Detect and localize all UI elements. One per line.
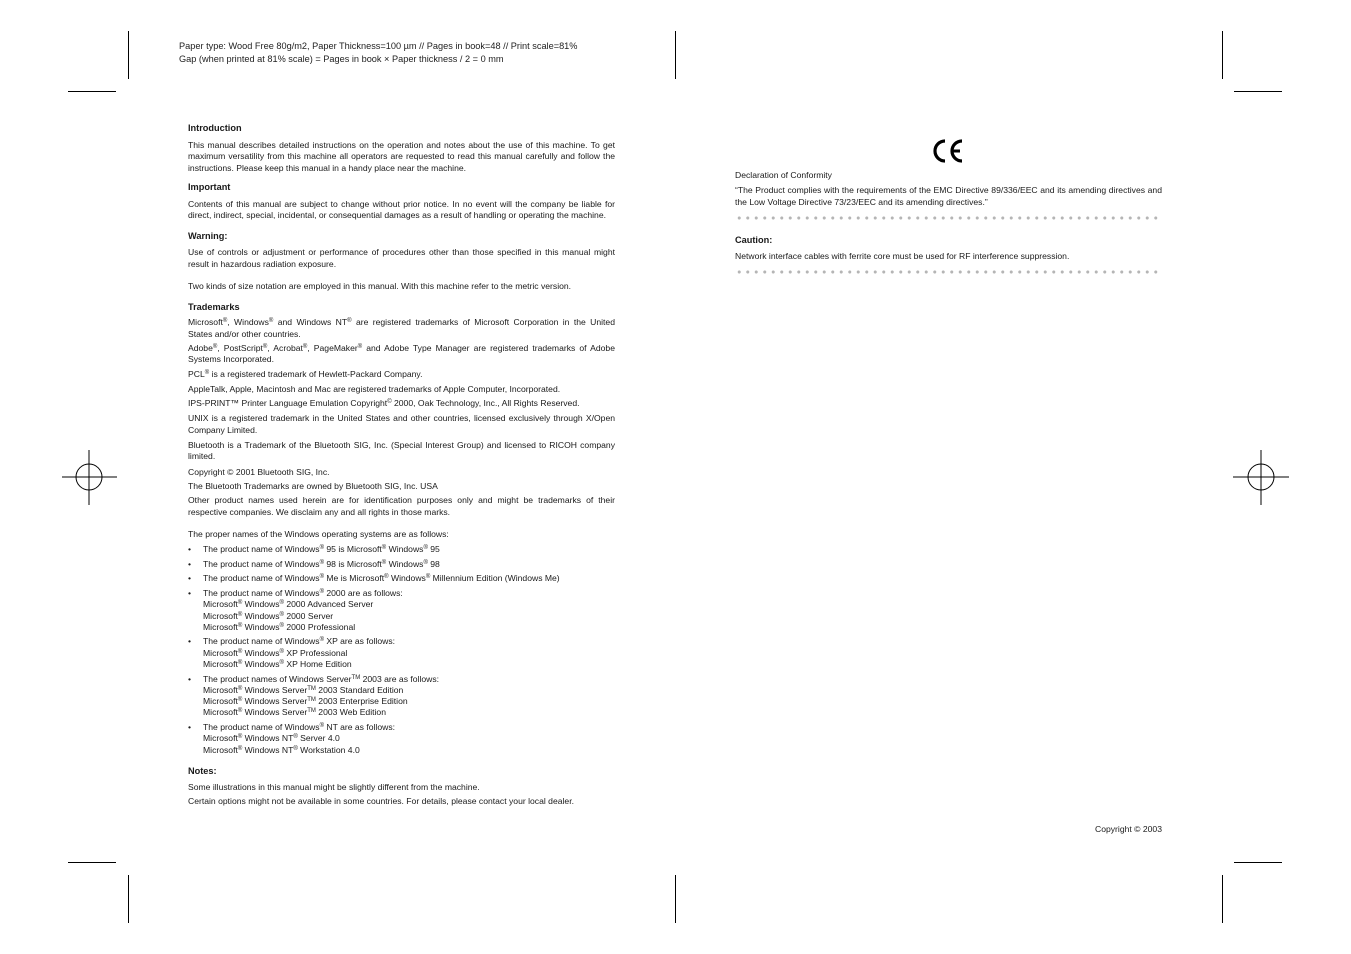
- trademark-mark: TM: [307, 697, 316, 704]
- list-text: Windows Server: [242, 684, 308, 695]
- registered-mark: ®: [237, 697, 243, 704]
- notes-line: Some illustrations in this manual might be slightly different from the machine.: [188, 781, 480, 792]
- list-text: 95: [427, 544, 440, 555]
- registered-mark: ®: [279, 648, 284, 655]
- registered-mark: ®: [237, 659, 243, 666]
- list-text: Windows NT: [242, 744, 294, 755]
- registered-mark: ®: [262, 343, 268, 350]
- list-text: Windows: [242, 621, 280, 632]
- list-text: Me: [323, 573, 339, 584]
- list-text: XP: [323, 636, 338, 647]
- trademark-mark: TM: [351, 674, 361, 681]
- list-text: Microsoft: [203, 744, 238, 755]
- warning-text: Use of controls or adjustment or performance of procedures other than those specified in this manual might result in hazardous radiation exposure.: [188, 247, 615, 269]
- tm-text: , Windows: [227, 317, 269, 328]
- registered-mark: ®: [357, 343, 363, 350]
- registered-mark: ®: [279, 611, 284, 618]
- registered-mark: ®: [381, 545, 387, 552]
- list-text: are as follows:: [345, 587, 403, 598]
- important-heading: Important: [188, 181, 231, 192]
- proper-names-intro: The proper names of the Windows operating systems are as follows:: [188, 528, 449, 539]
- list-text: Millennium Edition (Windows Me): [430, 573, 560, 584]
- tm-text: is a registered trademark of Hewlett-Packard Company.: [209, 368, 423, 379]
- registered-mark: ®: [319, 545, 324, 552]
- tm-text: PCL: [188, 368, 205, 379]
- print-spec-line: Paper type: Wood Free 80g/m2, Paper Thickness=100 µm // Pages in book=48 // Print scale=81%: [179, 41, 578, 51]
- list-text: Microsoft: [203, 696, 238, 707]
- crop-mark: [1234, 91, 1282, 92]
- list-text: 2003 Standard Edition: [315, 684, 404, 695]
- list-item: [188, 588, 615, 633]
- list-text: The product name of Windows: [203, 573, 320, 584]
- bluetooth-copyright: Copyright © 2001 Bluetooth SIG, Inc.: [188, 466, 330, 477]
- right-page: [735, 138, 1162, 276]
- ce-mark-logo: [932, 138, 966, 164]
- tm-text: Adobe: [188, 342, 213, 353]
- list-text: The product names of Windows Server: [203, 673, 352, 684]
- tm-text: , Acrobat: [267, 342, 303, 353]
- list-text: Microsoft: [203, 610, 238, 621]
- list-text: Windows: [242, 658, 280, 669]
- registered-mark: ®: [293, 745, 298, 752]
- tm-text: and Adobe Type Manager are registered trademarks of Adobe Systems Incorporated.: [188, 342, 615, 365]
- notes-line: Certain options might not be available in some countries. For details, please contact your local dealer.: [188, 796, 574, 807]
- declaration-text: “The Product complies with the requirements of the EMC Directive 89/336/EEC and its amending directives and the Low Voltage Directive 73/23/EEC and its amending directives.”: [735, 185, 1162, 207]
- registered-mark: ®: [293, 734, 298, 741]
- list-text: Microsoft: [203, 647, 238, 658]
- registered-mark: ®: [319, 559, 324, 566]
- registered-mark: ®: [237, 708, 243, 715]
- registered-mark: ®: [237, 622, 243, 629]
- copyright-text: Copyright © 2003: [1094, 824, 1162, 834]
- registered-mark: ®: [381, 559, 387, 566]
- list-text: Windows NT: [242, 733, 294, 744]
- list-text: 2003 Enterprise Edition: [315, 696, 408, 707]
- list-text: The product name of Windows: [203, 587, 320, 598]
- trademark-ips-print: [188, 398, 615, 409]
- tm-text: , PostScript: [217, 342, 263, 353]
- list-text: Microsoft: [203, 733, 238, 744]
- tm-text: 2000, Oak Technology, Inc., All Rights Reserved.: [391, 398, 580, 409]
- registered-mark: ®: [384, 574, 389, 581]
- list-text: are as follows:: [337, 722, 396, 733]
- list-text: 98: [427, 558, 440, 569]
- registered-mark: ®: [319, 637, 324, 644]
- left-page: [188, 122, 615, 808]
- list-text: Microsoft: [203, 658, 238, 669]
- fold-mark: [675, 31, 676, 79]
- list-item: [188, 636, 615, 670]
- list-text: 2000: [323, 587, 346, 598]
- registered-mark: ®: [319, 574, 324, 581]
- tm-text: IPS-PRINT™ Printer Language Emulation Copyright: [188, 398, 388, 409]
- list-text: Microsoft: [203, 621, 238, 632]
- list-text: The product name of Windows: [203, 558, 320, 569]
- fold-mark: [675, 875, 676, 923]
- list-text: are as follows:: [381, 673, 440, 684]
- list-text: The product name of Windows: [203, 636, 320, 647]
- trademark-pcl: [188, 369, 615, 380]
- registered-mark: ®: [319, 723, 324, 730]
- registered-mark: ®: [222, 318, 228, 325]
- registered-mark: ®: [279, 600, 284, 607]
- dotted-rule: [735, 270, 1162, 276]
- list-item: [188, 674, 615, 719]
- list-text: 2000 Server: [283, 610, 334, 621]
- trademark-bluetooth: Bluetooth is a Trademark of the Bluetooth SIG, Inc. (Special Interest Group) and licensed to RICOH company limited.: [188, 440, 615, 462]
- registered-mark: ®: [302, 343, 308, 350]
- trademark-unix: UNIX is a registered trademark in the United States and other countries, licensed exclusively through X/Open Company Limited.: [188, 413, 615, 435]
- registered-mark: ®: [237, 611, 243, 618]
- list-text: Windows: [386, 544, 424, 555]
- list-text: is Microsoft: [335, 558, 382, 569]
- registered-mark: ®: [237, 600, 243, 607]
- registered-mark: ®: [423, 559, 428, 566]
- list-text: Windows Server: [242, 696, 308, 707]
- caution-text: Network interface cables with ferrite core must be used for RF interference suppression.: [735, 250, 1070, 261]
- trademark-apple: AppleTalk, Apple, Macintosh and Mac are registered trademarks of Apple Computer, Incorporated.: [188, 383, 561, 394]
- list-item: [188, 559, 615, 570]
- registered-mark: ®: [425, 574, 431, 581]
- list-text: 95: [323, 544, 336, 555]
- list-text: Windows: [242, 610, 280, 621]
- crop-mark: [1222, 31, 1223, 79]
- trademark-mark: TM: [307, 685, 316, 692]
- registered-mark: ®: [268, 318, 274, 325]
- list-text: Windows Server: [242, 707, 308, 718]
- registration-mark: [1233, 450, 1289, 506]
- bluetooth-trademarks-owner: The Bluetooth Trademarks are owned by Bluetooth SIG, Inc. USA: [188, 480, 438, 491]
- list-item: [188, 544, 615, 555]
- list-text: NT: [323, 722, 338, 733]
- list-text: XP Professional: [283, 647, 348, 658]
- list-text: The product name of Windows: [203, 722, 320, 733]
- list-text: The product name of Windows: [203, 544, 320, 555]
- declaration-title: Declaration of Conformity: [735, 170, 832, 180]
- warning-heading: Warning:: [188, 231, 228, 242]
- registered-mark: ®: [279, 659, 284, 666]
- tm-text: and Windows NT: [273, 317, 348, 328]
- registered-mark: ®: [212, 343, 218, 350]
- list-text: Server 4.0: [297, 733, 340, 744]
- print-specification-note: [179, 40, 577, 66]
- tm-text: are registered trademarks of Microsoft Corporation in the United States and/or other countries.: [188, 317, 615, 339]
- windows-names-list: [188, 544, 615, 756]
- list-item: [188, 722, 615, 756]
- list-text: XP Home Edition: [283, 658, 352, 669]
- crop-mark: [128, 31, 129, 79]
- trademarks-heading: Trademarks: [188, 302, 240, 313]
- tm-text: Microsoft: [188, 317, 223, 328]
- crop-mark: [128, 875, 129, 923]
- list-text: is Microsoft: [335, 544, 382, 555]
- caution-heading: Caution:: [735, 234, 773, 245]
- registered-mark: ®: [347, 318, 352, 325]
- list-text: are as follows:: [337, 636, 396, 647]
- registered-mark: ®: [237, 685, 243, 692]
- list-text: 2000 Professional: [283, 621, 356, 632]
- list-text: 98: [323, 558, 336, 569]
- registered-mark: ®: [237, 734, 243, 741]
- notes-heading: Notes:: [188, 765, 217, 776]
- other-product-names: Other product names used herein are for identification purposes only and might be trademarks of their respective companies. We disclaim any and all rights in those marks.: [188, 495, 615, 517]
- tm-text: , PageMaker: [307, 342, 358, 353]
- trademark-mark: TM: [307, 708, 316, 715]
- list-text: 2000 Advanced Server: [283, 599, 374, 610]
- list-text: Windows: [242, 599, 280, 610]
- registration-mark: [62, 450, 118, 506]
- registered-mark: ®: [423, 545, 428, 552]
- list-text: Windows: [388, 573, 426, 584]
- list-text: Microsoft: [203, 684, 238, 695]
- registered-mark: ®: [237, 745, 243, 752]
- list-text: is Microsoft: [338, 573, 385, 584]
- introduction-heading: Introduction: [188, 123, 242, 133]
- list-item: [188, 573, 615, 584]
- copyright-mark: ©: [387, 399, 392, 406]
- trademark-adobe: [188, 343, 615, 366]
- registered-mark: ®: [319, 588, 324, 595]
- list-text: Windows: [242, 647, 280, 658]
- list-text: Microsoft: [203, 707, 238, 718]
- crop-mark: [68, 862, 116, 863]
- crop-mark: [68, 91, 116, 92]
- print-spec-line: Gap (when printed at 81% scale) = Pages in book × Paper thickness / 2 = 0 mm: [179, 54, 504, 64]
- registered-mark: ®: [204, 369, 210, 376]
- registered-mark: ®: [279, 622, 284, 629]
- crop-mark: [1234, 862, 1282, 863]
- list-text: Workstation 4.0: [297, 744, 360, 755]
- registered-mark: ®: [237, 648, 243, 655]
- crop-mark: [1222, 875, 1223, 923]
- size-notation-text: Two kinds of size notation are employed in this manual. With this machine refer to the metric version.: [188, 281, 572, 292]
- trademark-microsoft: [188, 317, 615, 340]
- list-text: Windows: [386, 558, 424, 569]
- list-text: 2003 Web Edition: [315, 707, 386, 718]
- introduction-text: This manual describes detailed instructions on the operation and notes about the use of this machine. To get maximum versatility from this machine all operators are requested to read this manual carefully and follow the instructions. Please keep this manual in a handy place near the machine.: [188, 140, 615, 173]
- important-text: Contents of this manual are subject to change without prior notice. In no event will the company be liable for direct, indirect, special, incidental, or consequential damages as a result of handling or operating the machine.: [188, 198, 615, 221]
- list-text: Microsoft: [203, 599, 238, 610]
- list-text: 2003: [360, 673, 382, 684]
- dotted-rule: [735, 216, 1162, 222]
